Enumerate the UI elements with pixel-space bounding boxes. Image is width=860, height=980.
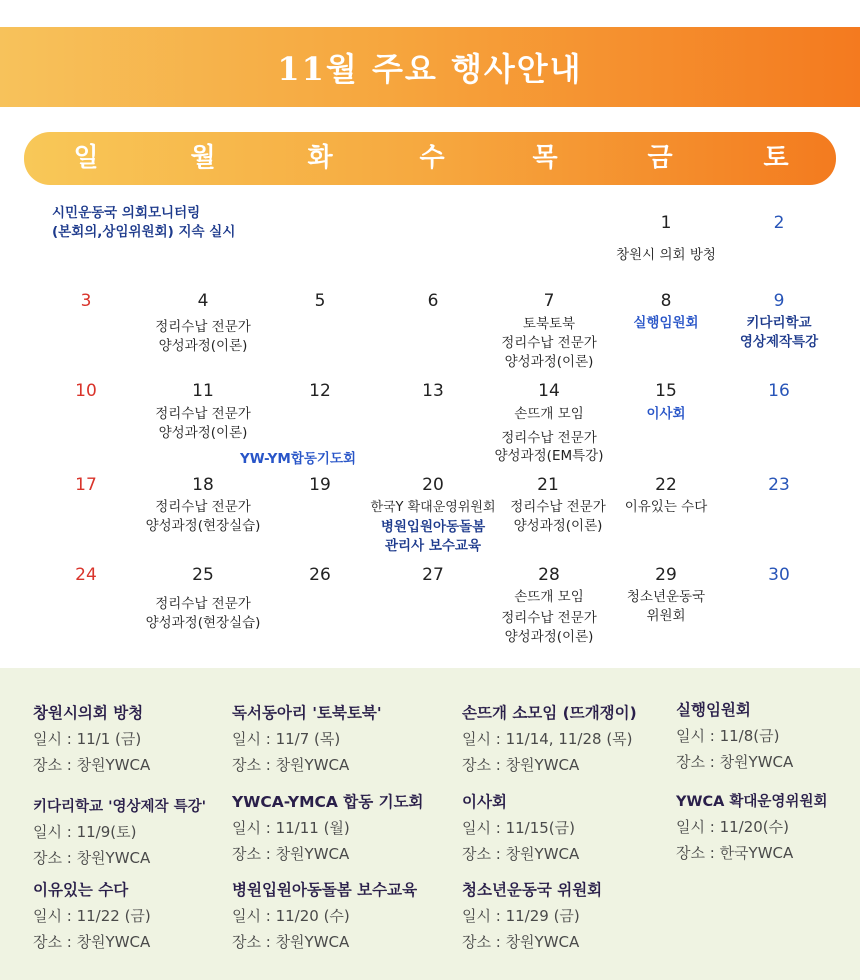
detail-date: 일시 : 11/22 (금)	[33, 907, 151, 925]
day-number: 23	[768, 475, 790, 495]
event: 창원시 의회 방청	[616, 247, 716, 263]
day-number: 18	[192, 475, 214, 495]
detail-place: 장소 : 창원YWCA	[462, 756, 580, 774]
detail-title: 손뜨개 소모임 (뜨개쟁이)	[462, 704, 637, 722]
detail-block	[462, 878, 602, 952]
event: 병원입원아동돌봄	[380, 519, 486, 535]
detail-place: 장소 : 창원YWCA	[232, 845, 350, 863]
detail-date: 일시 : 11/29 (금)	[462, 907, 580, 925]
day-number: 21	[537, 475, 559, 495]
detail-date: 일시 : 11/14, 11/28 (목)	[462, 730, 633, 748]
event: 정리수납 전문가	[155, 319, 251, 335]
detail-place: 장소 : 창원YWCA	[462, 845, 580, 863]
day-number: 10	[75, 381, 97, 401]
day-number: 25	[192, 565, 214, 585]
monitoring-note	[52, 204, 235, 242]
detail-block	[33, 701, 150, 775]
event: 양성과정(이론)	[158, 338, 248, 354]
event: 위원회	[646, 608, 686, 624]
event: 영상제작특강	[739, 334, 819, 350]
day-number: 13	[422, 381, 444, 401]
event: 양성과정(이론)	[513, 518, 603, 534]
day-number: 28	[538, 565, 560, 585]
detail-title: 이유있는 수다	[33, 881, 129, 899]
detail-title: 청소년운동국 위원회	[462, 881, 603, 899]
detail-place: 장소 : 창원YWCA	[462, 933, 580, 951]
detail-title: 병원입원아동돌봄 보수교육	[232, 881, 418, 899]
event: 키다리학교	[746, 315, 812, 331]
detail-date: 일시 : 11/15(금)	[462, 819, 575, 837]
detail-place: 장소 : 창원YWCA	[232, 933, 350, 951]
day-number: 17	[75, 475, 97, 495]
detail-title: YWCA-YMCA 합동 기도회	[232, 793, 424, 811]
day-number: 16	[768, 381, 790, 401]
event: 정리수납 전문가	[155, 596, 251, 612]
event: 손뜨개 모임	[514, 406, 584, 422]
event: 정리수납 전문가	[510, 499, 606, 515]
day-number: 4	[197, 291, 209, 311]
detail-date: 일시 : 11/11 (월)	[232, 819, 350, 837]
event: 양성과정(현장실습)	[145, 518, 261, 534]
day-number: 15	[655, 381, 677, 401]
note-line: 시민운동국 의회모니터링	[52, 205, 201, 221]
weekday-sun: 일	[73, 143, 99, 173]
detail-place: 장소 : 창원YWCA	[33, 933, 151, 951]
day-number: 1	[660, 213, 672, 233]
detail-block	[676, 698, 793, 772]
weekday-thu: 목	[532, 143, 558, 173]
page-title: 11월 주요 행사안내	[277, 50, 583, 88]
event: 양성과정(현장실습)	[145, 615, 261, 631]
event: 토북토북	[522, 316, 576, 332]
detail-block	[232, 790, 424, 864]
detail-date: 일시 : 11/20 (수)	[232, 907, 350, 925]
detail-block	[232, 701, 382, 775]
detail-place: 장소 : 한국YWCA	[676, 844, 794, 862]
detail-date: 일시 : 11/1 (금)	[33, 730, 142, 748]
event: 한국Y 확대운영위원회	[370, 500, 496, 515]
day-number: 2	[773, 213, 785, 233]
event: 양성과정(이론)	[504, 629, 594, 645]
weekday-tue: 화	[307, 143, 333, 173]
title-banner	[0, 27, 860, 107]
detail-title: 키다리학교 '영상제작 특강'	[33, 799, 207, 815]
detail-place: 장소 : 창원YWCA	[232, 756, 350, 774]
detail-place: 장소 : 창원YWCA	[676, 753, 794, 771]
detail-block	[232, 878, 417, 952]
event: 양성과정(EM특강)	[494, 448, 604, 464]
day-number: 14	[538, 381, 560, 401]
day-number: 24	[75, 565, 97, 585]
detail-date: 일시 : 11/20(수)	[676, 818, 789, 836]
day-number: 30	[768, 565, 790, 585]
day-number: 6	[427, 291, 439, 311]
weekday-fri: 금	[647, 143, 673, 173]
event: 양성과정(이론)	[158, 425, 248, 441]
event: 이사회	[646, 406, 686, 422]
weekday-header	[24, 132, 836, 185]
event: 청소년운동국	[626, 589, 706, 605]
day-number: 19	[309, 475, 331, 495]
detail-title: 실행임원회	[676, 701, 751, 719]
event: 양성과정(이론)	[504, 354, 594, 370]
detail-title: 창원시의회 방청	[33, 704, 144, 722]
day-number: 11	[192, 381, 214, 401]
detail-title: 이사회	[462, 793, 507, 811]
detail-place: 장소 : 창원YWCA	[33, 849, 151, 867]
weekday-mon: 월	[190, 143, 216, 173]
event: 정리수납 전문가	[155, 406, 251, 422]
day-number: 7	[543, 291, 555, 311]
detail-block	[676, 790, 827, 863]
event: 손뜨개 모임	[514, 589, 584, 605]
day-number: 9	[773, 291, 785, 311]
detail-place: 장소 : 창원YWCA	[33, 756, 151, 774]
day-number: 8	[660, 291, 672, 311]
day-number: 20	[422, 475, 444, 495]
event: 정리수납 전문가	[501, 430, 597, 446]
day-number: 5	[314, 291, 326, 311]
detail-block	[33, 878, 151, 952]
note-line: (본회의,상임위원회) 지속 실시	[52, 224, 236, 240]
event: 정리수납 전문가	[501, 335, 597, 351]
detail-date: 일시 : 11/8(금)	[676, 727, 780, 745]
day-number: 12	[309, 381, 331, 401]
event: YW-YM합동기도회	[239, 451, 357, 467]
day-number: 3	[80, 291, 92, 311]
day-number: 27	[422, 565, 444, 585]
detail-block	[462, 701, 637, 775]
event: 정리수납 전문가	[155, 499, 251, 515]
event: 정리수납 전문가	[501, 610, 597, 626]
event-details-panel	[0, 668, 860, 980]
detail-date: 일시 : 11/9(토)	[33, 823, 137, 841]
event: 이유있는 수다	[624, 499, 708, 515]
detail-title: 독서동아리 '토북토북'	[232, 704, 382, 722]
weekday-sat: 토	[763, 143, 789, 173]
day-number: 26	[309, 565, 331, 585]
event: 실행임원회	[633, 315, 699, 331]
detail-block	[33, 795, 206, 868]
weekday-wed: 수	[419, 143, 445, 173]
day-number: 29	[655, 565, 677, 585]
detail-title: YWCA 확대운영위원회	[676, 794, 828, 810]
detail-date: 일시 : 11/7 (목)	[232, 730, 341, 748]
event: 관리사 보수교육	[385, 538, 481, 554]
detail-block	[462, 790, 579, 864]
day-number: 22	[655, 475, 677, 495]
